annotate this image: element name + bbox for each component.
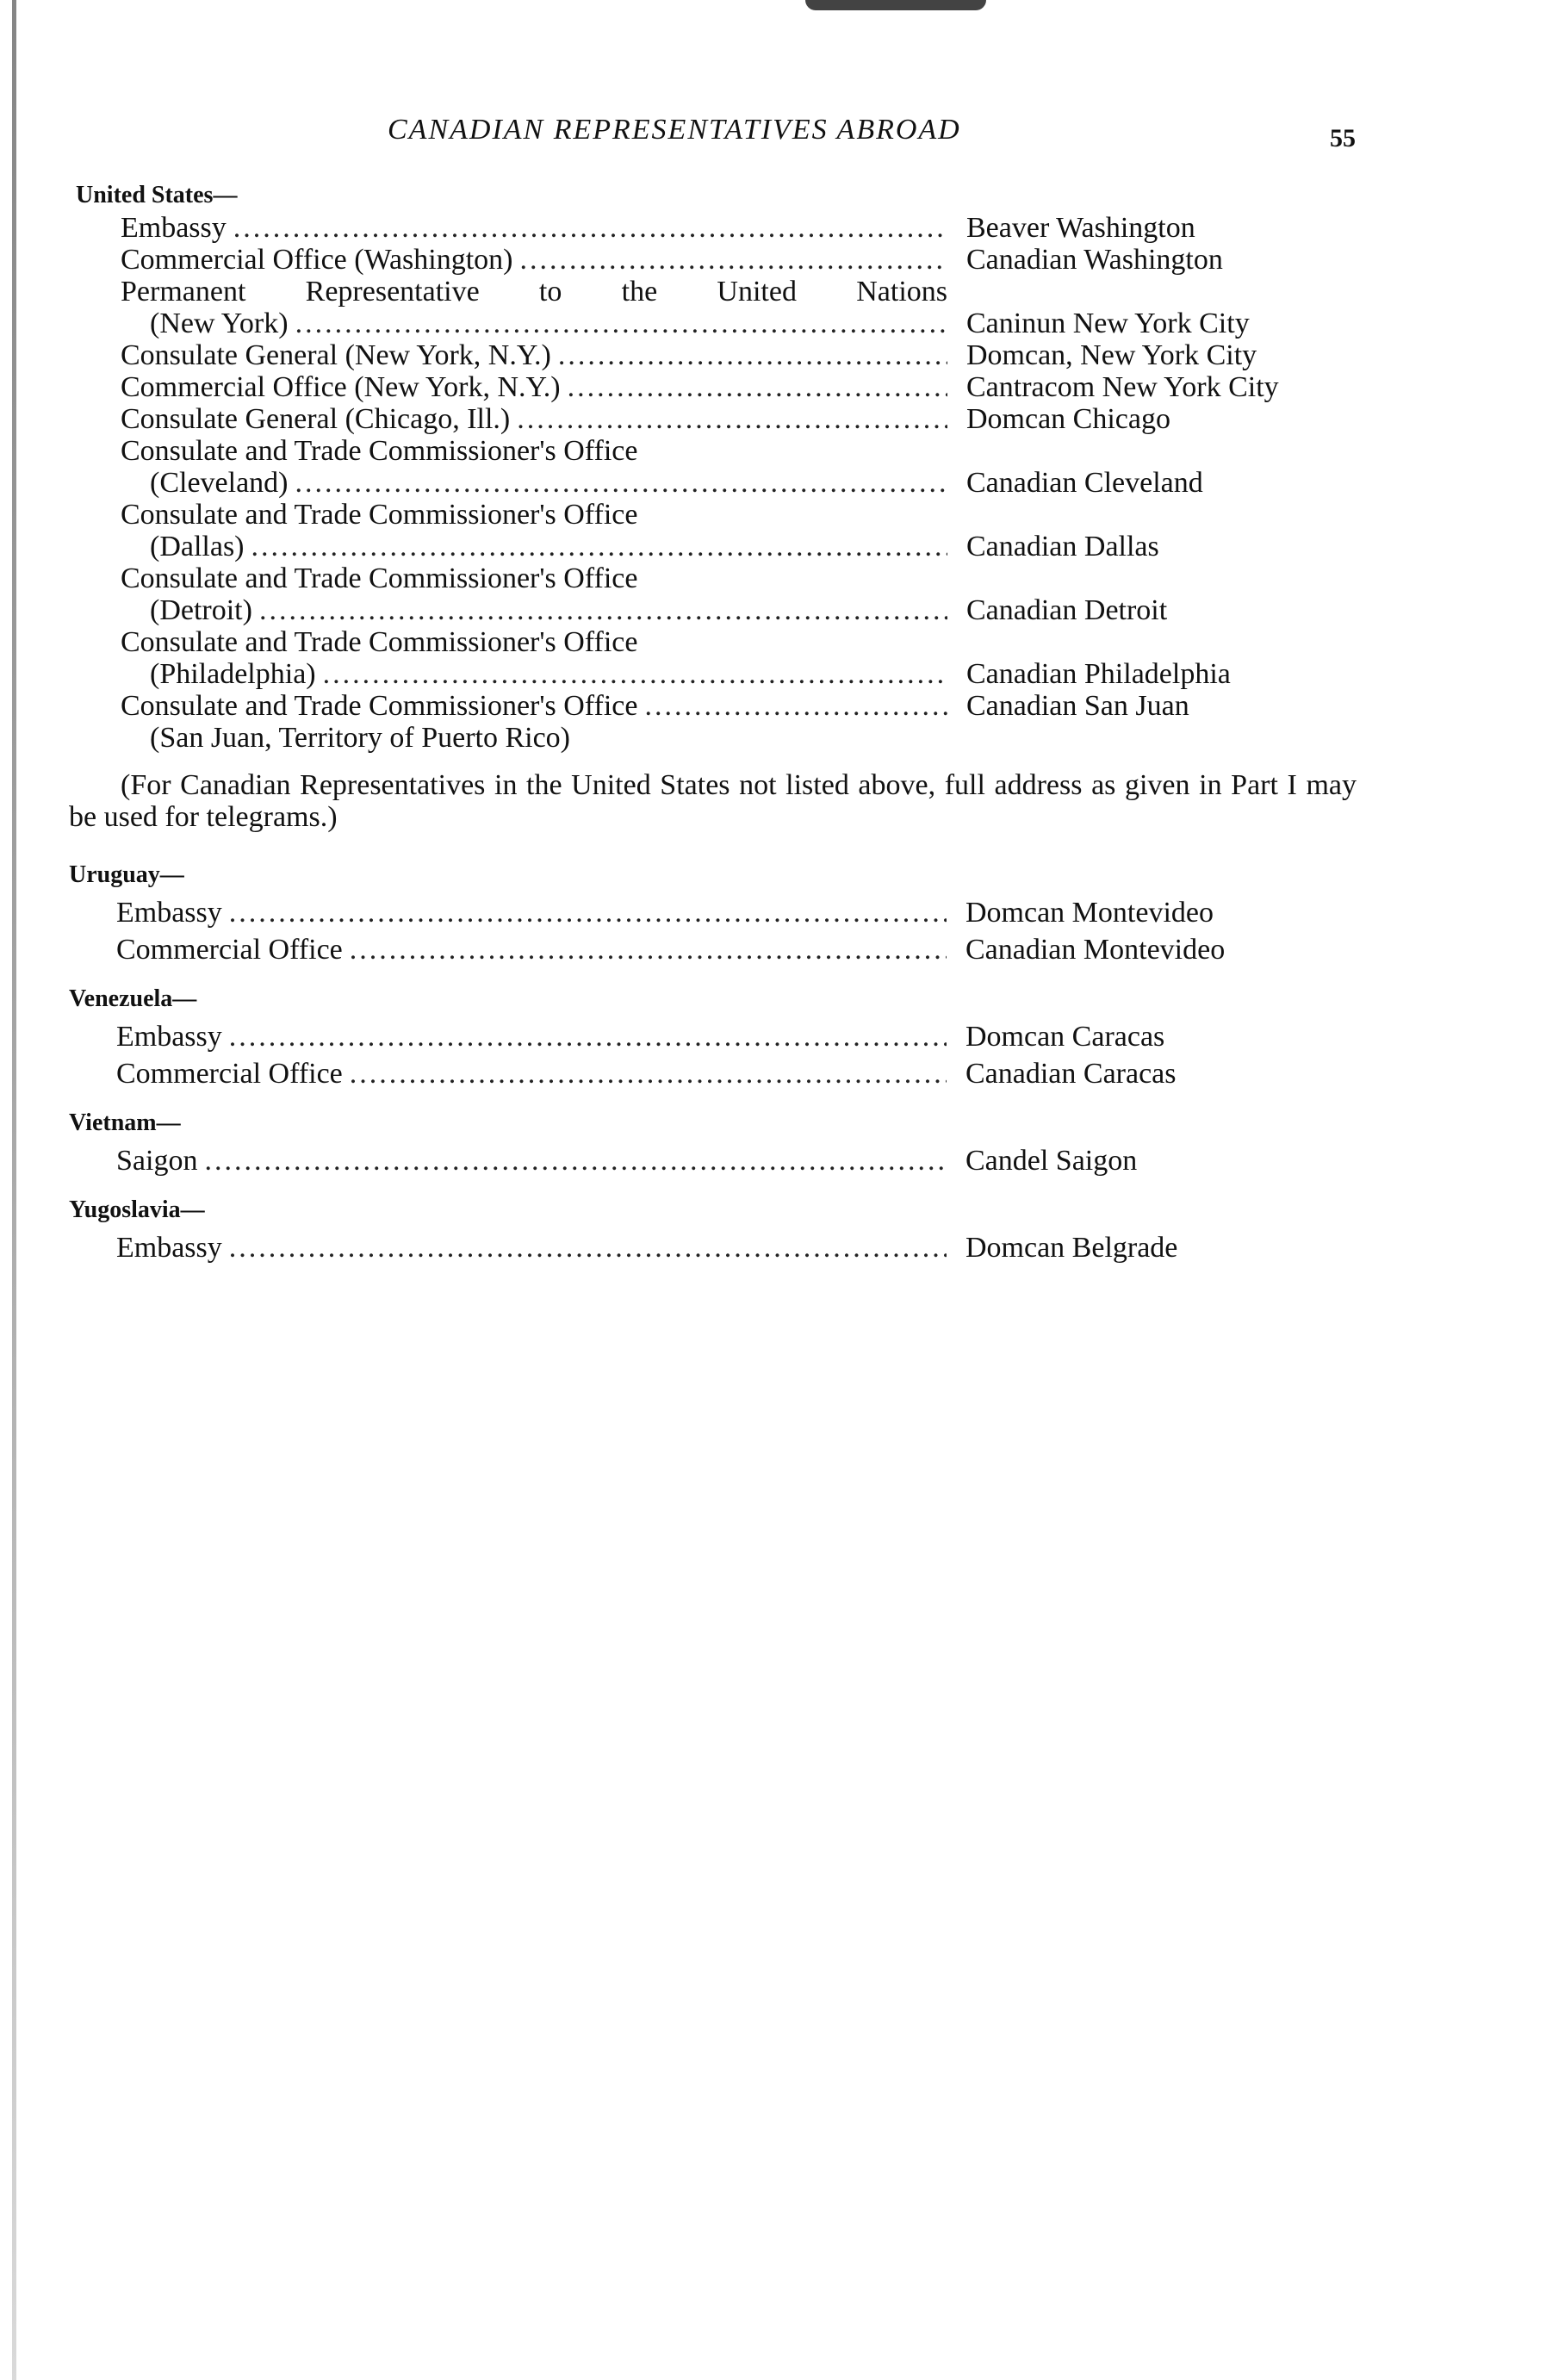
top-print-smudge — [805, 0, 986, 10]
entry-label: Embassy — [116, 1021, 222, 1053]
list-item — [121, 658, 1361, 690]
list-item — [121, 467, 1361, 499]
dot-leader — [644, 690, 947, 722]
scan-edge-shadow — [12, 0, 16, 2380]
list-item — [116, 1058, 1361, 1090]
running-title: CANADIAN REPRESENTATIVES ABROAD — [388, 114, 961, 146]
dot-leader — [229, 1232, 947, 1264]
entry-label: (Philadelphia) — [150, 658, 316, 690]
telegraphic-address: Canadian Washington — [966, 244, 1223, 276]
telegraphic-address-list — [69, 179, 1361, 1274]
entry-label-line: Permanent Representative to the United Nations — [121, 276, 947, 308]
list-item — [121, 371, 1361, 403]
entry-label: Embassy — [121, 212, 227, 244]
dot-leader — [520, 244, 948, 276]
dot-leader — [251, 531, 947, 562]
entry-list — [69, 1145, 1361, 1177]
entry-label: Saigon — [116, 1145, 198, 1177]
telegraphic-address: Domcan Caracas — [965, 1021, 1165, 1053]
entry-label: Embassy — [116, 897, 222, 929]
dot-leader — [558, 339, 947, 371]
dot-leader — [233, 212, 947, 244]
country-heading: Yugoslavia— — [69, 1196, 205, 1223]
entry-label: (New York) — [150, 308, 289, 339]
telegraphic-address: Canadian Philadelphia — [966, 658, 1231, 690]
country-heading: Vietnam— — [69, 1109, 181, 1136]
entry-label: Embassy — [116, 1232, 222, 1264]
telegraphic-address: Cantracom New York City — [966, 371, 1279, 403]
telegraphic-address: Caninun New York City — [966, 308, 1250, 339]
dot-leader — [204, 1145, 947, 1177]
list-item — [116, 1021, 1361, 1053]
entry-list — [69, 897, 1361, 966]
telegraphic-address: Canadian Detroit — [966, 594, 1168, 626]
list-item — [116, 934, 1361, 966]
list-item — [121, 722, 1361, 754]
country-heading: Venezuela— — [69, 985, 197, 1012]
entry-label-line: Consulate and Trade Commissioner's Office — [121, 626, 638, 658]
entry-label: Consulate and Trade Commissioner's Office — [121, 690, 638, 722]
note-text: (For Canadian Representatives in the United States not listed above, full address as given in Part I may be used for telegrams.) — [69, 769, 1357, 833]
entry-list — [69, 1232, 1361, 1264]
entry-label: (Cleveland) — [150, 467, 289, 499]
dot-leader — [295, 308, 947, 339]
list-item — [121, 562, 1361, 594]
page-number: 55 — [1330, 124, 1356, 152]
entry-label-line: Consulate and Trade Commissioner's Office — [121, 562, 638, 594]
list-item — [121, 690, 1361, 722]
telegraphic-address: Domcan, New York City — [966, 339, 1257, 371]
list-item — [121, 499, 1361, 531]
dot-leader — [517, 403, 947, 435]
country-heading: Uruguay— — [69, 861, 184, 888]
list-item — [121, 212, 1361, 244]
entry-label: Commercial Office (Washington) — [121, 244, 513, 276]
telegraphic-address: Canadian Caracas — [965, 1058, 1177, 1090]
list-item — [121, 626, 1361, 658]
dot-leader — [295, 467, 948, 499]
dot-leader — [350, 934, 947, 966]
telegraphic-address: Candel Saigon — [965, 1145, 1138, 1177]
telegraphic-address: Canadian Dallas — [966, 531, 1159, 562]
telegraphic-address: Canadian San Juan — [966, 690, 1189, 722]
telegraphic-address: Canadian Cleveland — [966, 467, 1203, 499]
list-item — [121, 339, 1361, 371]
entry-label: Consulate General (Chicago, Ill.) — [121, 403, 511, 435]
list-item — [121, 403, 1361, 435]
country-section-uruguay — [69, 859, 1361, 966]
list-item — [116, 1232, 1361, 1264]
list-item — [121, 244, 1361, 276]
country-section-vietnam — [69, 1107, 1361, 1177]
list-item — [121, 276, 1361, 308]
entry-list — [69, 212, 1361, 754]
entry-label: Commercial Office — [116, 934, 343, 966]
list-item — [121, 435, 1361, 467]
entry-label: (Dallas) — [150, 531, 245, 562]
telegraphic-address: Domcan Chicago — [966, 403, 1170, 435]
telegraphic-address: Domcan Montevideo — [965, 897, 1214, 929]
dot-leader — [259, 594, 947, 626]
country-section-united-states — [69, 179, 1361, 833]
dot-leader — [323, 658, 947, 690]
entry-label: (Detroit) — [150, 594, 252, 626]
list-item — [121, 308, 1361, 339]
country-section-venezuela — [69, 983, 1361, 1090]
telegraphic-address: Canadian Montevideo — [965, 934, 1226, 966]
list-item — [121, 594, 1361, 626]
list-item — [116, 1145, 1361, 1177]
telegram-note — [69, 769, 1357, 833]
entry-label-line: Consulate and Trade Commissioner's Office — [121, 435, 638, 467]
telegraphic-address: Domcan Belgrade — [965, 1232, 1178, 1264]
dot-leader — [568, 371, 947, 403]
entry-label-line: (San Juan, Territory of Puerto Rico) — [150, 722, 571, 754]
dot-leader — [350, 1058, 947, 1090]
page-header — [0, 114, 1546, 157]
dot-leader — [229, 897, 947, 929]
entry-label: Commercial Office (New York, N.Y.) — [121, 371, 561, 403]
entry-label: Consulate General (New York, N.Y.) — [121, 339, 551, 371]
telegraphic-address: Beaver Washington — [966, 212, 1195, 244]
list-item — [121, 531, 1361, 562]
country-heading: United States— — [76, 182, 238, 208]
entry-label: Commercial Office — [116, 1058, 343, 1090]
entry-label-line: Consulate and Trade Commissioner's Office — [121, 499, 638, 531]
country-section-yugoslavia — [69, 1194, 1361, 1264]
list-item — [116, 897, 1361, 929]
dot-leader — [229, 1021, 947, 1053]
entry-list — [69, 1021, 1361, 1090]
